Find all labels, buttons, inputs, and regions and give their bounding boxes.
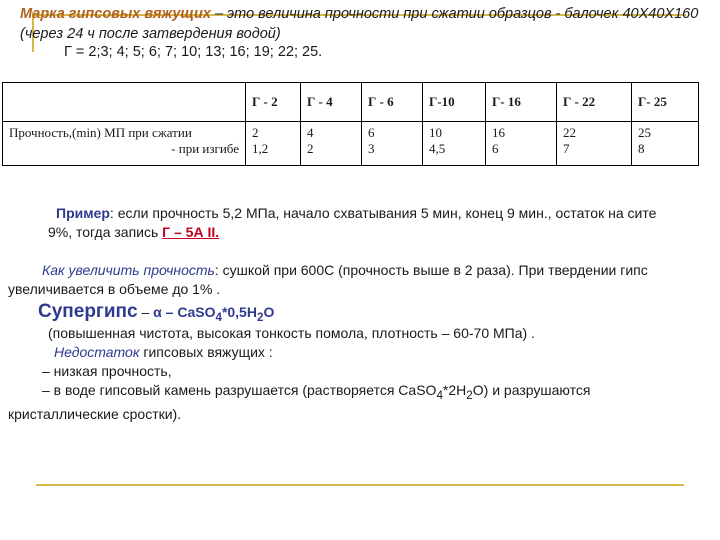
table-header-cell: Г - 2: [246, 83, 301, 122]
grade-table: [2, 82, 699, 166]
supergypsum-desc: (повышенная чистота, высокая тонкость помола, плотность – 60-70 МПа) .: [48, 325, 535, 341]
table-header-cell: Г-10: [423, 83, 486, 122]
table-header-row: [3, 83, 699, 122]
heading-paragraph: [20, 4, 700, 44]
row-label-compression: Прочность,(min) МП при сжатии: [9, 125, 192, 140]
heading-text: это величина прочности при сжатии образцов - балочек 40Х40Х160 (через 24 ч после затвердения водой): [20, 6, 699, 42]
supergypsum-dash: –: [137, 304, 154, 320]
table-cell: 22 7: [557, 122, 632, 166]
table-cell: 10 4,5: [423, 122, 486, 166]
example-paragraph: [48, 204, 678, 242]
table-header-cell: Г- 16: [486, 83, 557, 122]
drawbacks-heading: [54, 343, 694, 362]
table-header-cell: Г - 6: [362, 83, 423, 122]
heading-term: Марка гипсовых вяжущих: [20, 6, 211, 22]
accent-bottom-line: [36, 484, 684, 486]
drawback-item-1: – низкая прочность,: [42, 363, 172, 379]
table-cell: 25 8: [632, 122, 699, 166]
table-header-cell: [3, 83, 246, 122]
increase-label: Как увеличить прочность: [42, 262, 215, 278]
example-label: Пример: [56, 205, 110, 221]
increase-paragraph: [8, 261, 698, 299]
table-cell: 6 3: [362, 122, 423, 166]
drawbacks-rest: гипсовых вяжущих :: [139, 344, 273, 360]
drawback-item-2: – в воде гипсовый камень разрушается (растворяется $CaSO_4*2H_2O$) и разрушаются кристаллические сростки).: [8, 382, 591, 422]
drawbacks-label: Недостаток: [54, 344, 140, 360]
supergypsum-formula: α – $CaSO_4*0,5H_2O$: [153, 304, 275, 324]
table-cell: 4 2: [301, 122, 362, 166]
table-header-cell: Г - 4: [301, 83, 362, 122]
table-header-cell: Г- 25: [632, 83, 699, 122]
table-row: [3, 122, 699, 166]
supergypsum-title: Супергипс: [38, 301, 138, 322]
table-cell: 2 1,2: [246, 122, 301, 166]
table-header-cell: Г - 22: [557, 83, 632, 122]
table-cell: 16 6: [486, 122, 557, 166]
row-label-bending: - при изгибе: [171, 141, 239, 156]
example-text: : если прочность 5,2 МПа, начало схватывания 5 мин, конец 9 мин., остаток на сите 9%, тогда запись: [48, 205, 657, 240]
grade-formula: Г = 2;3; 4; 5; 6; 7; 10; 13; 16; 19; 22; 25.: [64, 44, 323, 60]
increase-text: : сушкой при 600С (прочность выше в 2 раза). При твердении гипс увеличивается в объеме до 1% .: [8, 262, 648, 297]
heading-dash: –: [210, 6, 228, 22]
example-code: Г – 5А II.: [162, 224, 220, 240]
table-row-label: [3, 122, 246, 166]
